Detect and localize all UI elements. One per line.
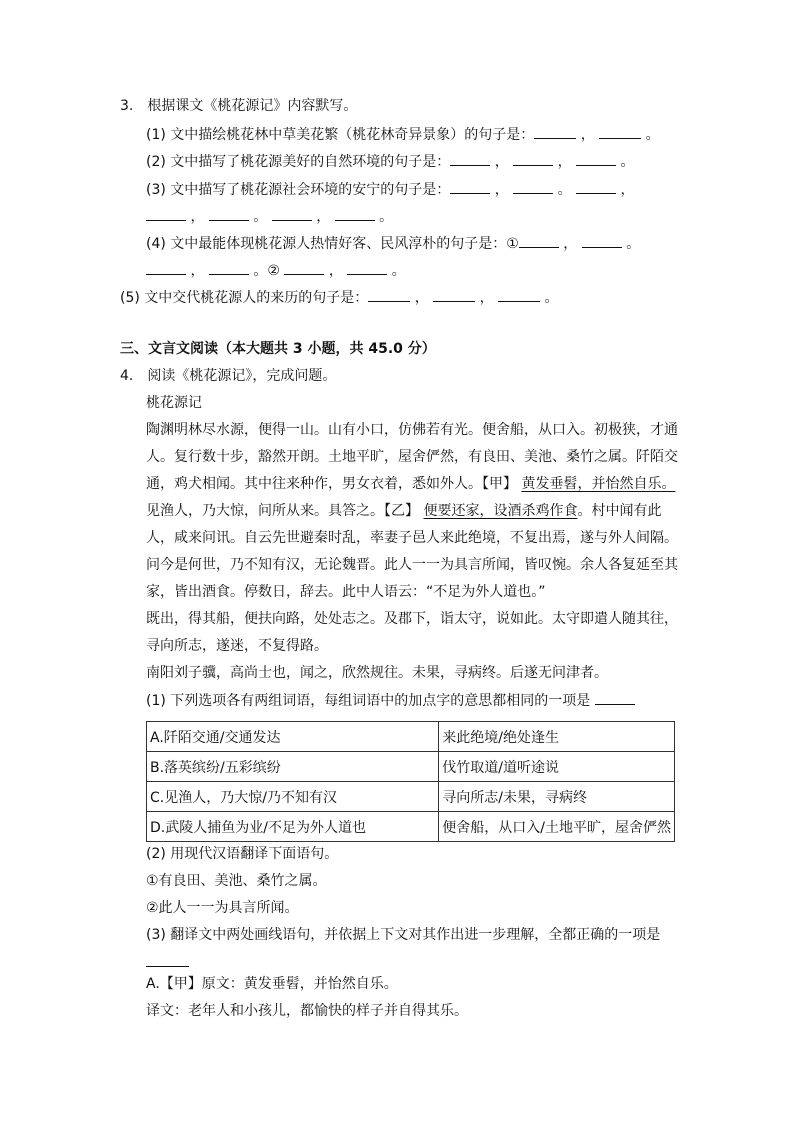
answer-blank[interactable] <box>582 233 622 248</box>
answer-blank[interactable] <box>576 179 616 194</box>
q3-part5-text: (5) 文中交代桃花源人的来历的句子是： <box>120 290 369 306</box>
answer-blank[interactable] <box>146 206 186 221</box>
option-cell[interactable]: D.武陵人捕鱼为业/不足为外人道也 <box>147 812 439 842</box>
answer-blank[interactable] <box>450 179 490 194</box>
option-cell[interactable]: 来此绝境/绝处逢生 <box>439 722 675 752</box>
answer-blank[interactable] <box>284 260 324 275</box>
answer-blank[interactable] <box>209 206 249 221</box>
q4-sub2: (2) 用现代汉语翻译下面语句。 <box>146 846 339 862</box>
section-title: 三、文言文阅读（本大题共 3 小题，共 45.0 分） <box>120 341 436 357</box>
passage-line: 南阳刘子骥，高尚士也，闻之，欣然规往。未果，寻病终。后遂无问津者。 <box>146 665 608 681</box>
passage-line: 见渔人，乃大惊，问所从来。具答之。【乙】 便要还家，设酒杀鸡作食。村中闻有此 <box>146 503 662 519</box>
table-row <box>147 752 675 782</box>
q4-sub1: (1) 下列选项各有两组词语，每组词语中的加点字的意思都相同的一项是 <box>146 690 635 711</box>
option-cell[interactable]: 伐竹取道/道听途说 <box>439 752 675 782</box>
q4-option-a-original: A.【甲】原文：黄发垂髫，并怡然自乐。 <box>146 976 398 992</box>
q3-header: 3. 根据课文《桃花源记》内容默写。 <box>120 98 358 114</box>
table-row <box>147 722 675 752</box>
answer-blank[interactable] <box>599 124 641 139</box>
q3-part1: (1) 文中描绘桃花林中草美花繁（桃花林奇异景象）的句子是： ， 。 <box>146 124 660 145</box>
answer-blank[interactable] <box>534 124 576 139</box>
underlined-sentence-yi: 便要还家，设酒杀鸡作食 <box>423 503 578 519</box>
q4-sub2-item1: ①有良田、美池、桑竹之属。 <box>146 873 327 889</box>
q3-part2: (2) 文中描写了桃花源美好的自然环境的句子是： ， ， 。 <box>146 151 635 172</box>
table-row <box>147 812 675 842</box>
passage-line: 既出，得其船，便扶向路，处处志之。及郡下，诣太守，说如此。太守即遣人随其往， <box>146 611 678 627</box>
passage-line: 人。复行数十步，豁然开朗。土地平旷，屋舍俨然，有良田、美池、桑竹之属。阡陌交 <box>146 449 678 465</box>
q4-option-a-translation: 译文：老年人和小孩儿，都愉快的样子并自得其乐。 <box>146 1003 468 1019</box>
answer-blank[interactable] <box>272 206 312 221</box>
options-table <box>146 721 675 842</box>
answer-blank[interactable] <box>146 260 186 275</box>
passage-title: 桃花源记 <box>146 395 202 411</box>
option-cell[interactable]: B.落英缤纷/五彩缤纷 <box>147 752 439 782</box>
q4-sub2-item2: ②此人一一为具言所闻。 <box>146 900 299 916</box>
answer-blank[interactable] <box>433 287 475 302</box>
q3-part3-cont: ， 。 ， 。 <box>146 206 393 227</box>
answer-blank[interactable] <box>347 260 387 275</box>
answer-blank[interactable] <box>368 287 410 302</box>
answer-blank[interactable] <box>576 151 616 166</box>
option-cell[interactable]: C.见渔人，乃大惊/乃不知有汉 <box>147 782 439 812</box>
answer-blank[interactable] <box>595 690 635 705</box>
q4-sub3: (3) 翻译文中两处画线语句，并依据上下文对其作出进一步理解，全都正确的一项是 <box>146 927 661 943</box>
answer-blank[interactable] <box>519 233 559 248</box>
q3-part1-text: (1) 文中描绘桃花林中草美花繁（桃花林奇异景象）的句子是： <box>146 127 535 143</box>
answer-blank[interactable] <box>146 966 189 967</box>
passage-line: 家，皆出酒食。停数日，辞去。此中人语云：“不足为外人道也。” <box>146 584 546 600</box>
passage-line: 问今是何世，乃不知有汉，无论魏晋。此人一一为具言所闻，皆叹惋。余人各复延至其 <box>146 557 678 573</box>
answer-blank[interactable] <box>335 206 375 221</box>
q4-header: 4. 阅读《桃花源记》，完成问题。 <box>120 368 337 384</box>
passage-line: 人，咸来问讯。自云先世避秦时乱，率妻子邑人来此绝境，不复出焉，遂与外人间隔。 <box>146 530 678 546</box>
option-cell[interactable]: 寻向所志/未果，寻病终 <box>439 782 675 812</box>
q3-part3-text: (3) 文中描写了桃花源社会环境的安宁的句子是： <box>146 182 451 198</box>
option-cell[interactable]: A.阡陌交通/交通发达 <box>147 722 439 752</box>
underlined-sentence-jia: 黄发垂髫，并怡然自乐。 <box>521 476 676 492</box>
answer-blank[interactable] <box>513 179 553 194</box>
answer-blank[interactable] <box>498 287 540 302</box>
table-row <box>147 782 675 812</box>
passage-line: 通，鸡犬相闻。其中往来种作，男女衣着，悉如外人。【甲】 黄发垂髫，并怡然自乐。 <box>146 476 676 492</box>
passage-line: 陶渊明林尽水源，便得一山。山有小口，仿佛若有光。便舍船，从口入。初极狭，才通 <box>146 422 678 438</box>
option-cell[interactable]: 便舍船，从口入/土地平旷，屋舍俨然 <box>439 812 675 842</box>
q3-part3: (3) 文中描写了桃花源社会环境的安宁的句子是： ， 。 ， <box>146 179 635 200</box>
q3-part4: (4) 文中最能体现桃花源人热情好客、民风淳朴的句子是：① ， 。 <box>146 233 640 254</box>
q3-part4-cont: ， 。② ， 。 <box>146 260 406 281</box>
answer-blank[interactable] <box>209 260 249 275</box>
q3-part4-text: (4) 文中最能体现桃花源人热情好客、民风淳朴的句子是：① <box>146 236 519 252</box>
q3-part5: (5) 文中交代桃花源人的来历的句子是： ， ， 。 <box>120 287 559 308</box>
answer-blank[interactable] <box>513 151 553 166</box>
passage-line: 寻向所志，遂迷，不复得路。 <box>146 638 328 654</box>
answer-blank[interactable] <box>450 151 490 166</box>
q3-part2-text: (2) 文中描写了桃花源美好的自然环境的句子是： <box>146 154 451 170</box>
